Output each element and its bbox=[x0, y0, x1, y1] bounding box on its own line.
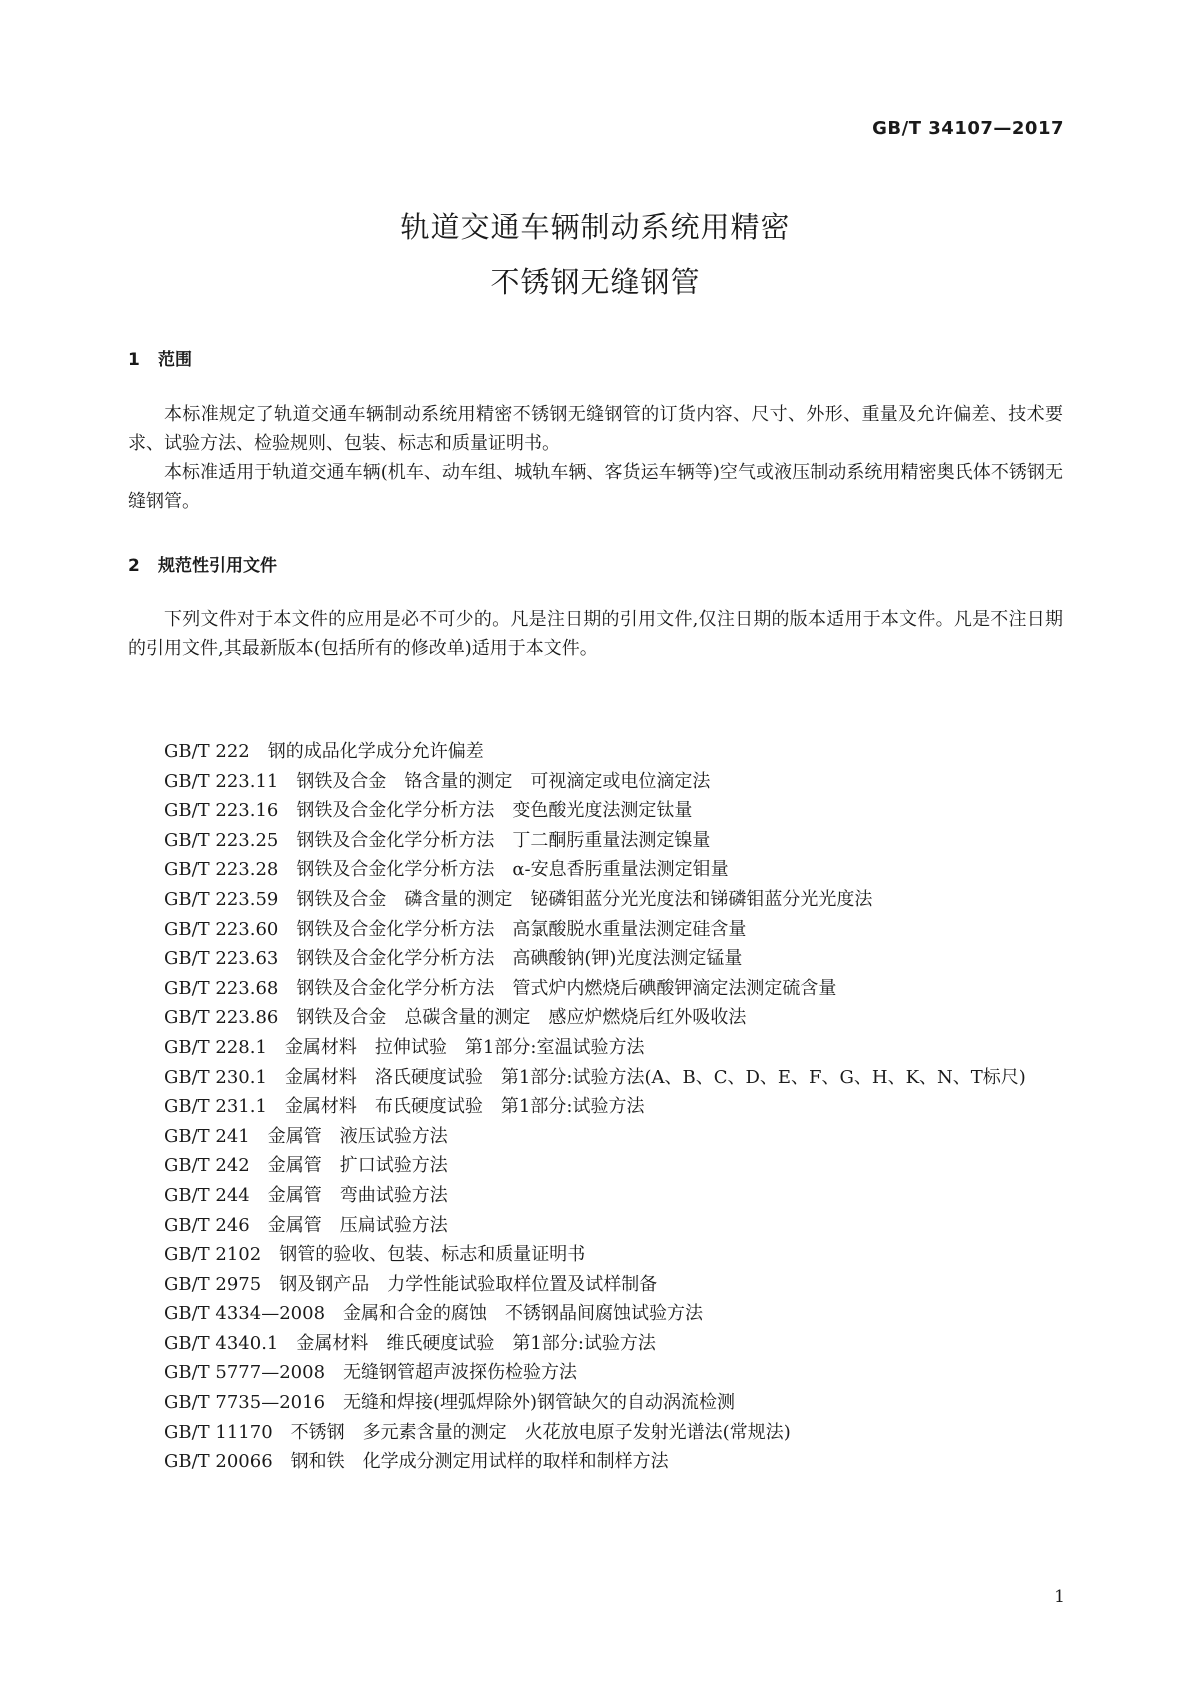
reference-item bbox=[128, 1240, 1063, 1270]
reference-code: GB/T 222 bbox=[164, 741, 250, 762]
reference-title: 金属材料 洛氏硬度试验 第1部分:试验方法(A、B、C、D、E、F、G、H、K、N、T标尺) bbox=[284, 1066, 1026, 1088]
reference-item bbox=[128, 1358, 1063, 1388]
reference-code: GB/T 4334—2008 bbox=[164, 1303, 326, 1325]
reference-title: 钢管的验收、包装、标志和质量证明书 bbox=[279, 1244, 586, 1266]
reference-item bbox=[128, 1063, 1063, 1093]
reference-code: GB/T 223.68 bbox=[164, 977, 279, 999]
reference-item bbox=[128, 855, 1063, 885]
reference-code: GB/T 223.59 bbox=[164, 888, 279, 910]
section-1-heading bbox=[128, 345, 192, 370]
reference-code: GB/T 244 bbox=[164, 1184, 250, 1206]
reference-item bbox=[128, 767, 1063, 797]
section-1-body bbox=[128, 400, 1063, 516]
reference-item bbox=[128, 1003, 1063, 1033]
references-intro-paragraph: 下列文件对于本文件的应用是必不可少的。凡是注日期的引用文件,仅注日期的版本适用于本文件。凡是不注日期的引用文件,其最新版本(包括所有的修改单)适用于本文件。 bbox=[128, 609, 1063, 659]
reference-code: GB/T 11170 bbox=[164, 1421, 273, 1443]
reference-code: GB/T 223.11 bbox=[164, 770, 279, 792]
reference-item bbox=[128, 737, 1063, 767]
reference-title: 钢铁及合金化学分析方法 丁二酮肟重量法测定镍量 bbox=[296, 829, 711, 851]
reference-item bbox=[128, 796, 1063, 826]
reference-code: GB/T 4340.1 bbox=[164, 1332, 279, 1354]
section-2-intro bbox=[128, 605, 1063, 663]
reference-title: 金属管 液压试验方法 bbox=[267, 1125, 448, 1147]
reference-code: GB/T 223.25 bbox=[164, 829, 279, 851]
reference-title: 钢铁及合金 磷含量的测定 铋磷钼蓝分光光度法和锑磷钼蓝分光光度法 bbox=[296, 888, 873, 910]
title-line-2: 不锈钢无缝钢管 bbox=[490, 265, 701, 299]
section-1-number: 1 bbox=[128, 350, 140, 370]
reference-item bbox=[128, 915, 1063, 945]
reference-item bbox=[128, 1151, 1063, 1181]
reference-title: 金属和合金的腐蚀 不锈钢晶间腐蚀试验方法 bbox=[343, 1303, 704, 1325]
reference-title: 钢铁及合金 总碳含量的测定 感应炉燃烧后红外吸收法 bbox=[296, 1007, 747, 1029]
reference-title: 无缝和焊接(埋弧焊除外)钢管缺欠的自动涡流检测 bbox=[343, 1392, 736, 1414]
reference-code: GB/T 5777—2008 bbox=[164, 1362, 326, 1384]
reference-code: GB/T 2975 bbox=[164, 1273, 262, 1295]
reference-code: GB/T 230.1 bbox=[164, 1066, 267, 1088]
reference-code: GB/T 7735—2016 bbox=[164, 1392, 326, 1414]
reference-title: 不锈钢 多元素含量的测定 火花放电原子发射光谱法(常规法) bbox=[290, 1421, 791, 1443]
reference-title: 金属管 弯曲试验方法 bbox=[267, 1184, 448, 1206]
reference-title: 金属管 扩口试验方法 bbox=[267, 1155, 448, 1177]
reference-code: GB/T 228.1 bbox=[164, 1036, 267, 1058]
reference-item bbox=[128, 1092, 1063, 1122]
reference-title: 金属材料 拉伸试验 第1部分:室温试验方法 bbox=[284, 1036, 645, 1058]
reference-code: GB/T 2102 bbox=[164, 1244, 262, 1266]
scope-paragraph-1: 本标准规定了轨道交通车辆制动系统用精密不锈钢无缝钢管的订货内容、尺寸、外形、重量及允许偏差、技术要求、试验方法、检验规则、包装、标志和质量证明书。 bbox=[128, 404, 1063, 454]
section-1-title: 范围 bbox=[158, 350, 192, 370]
reference-code: GB/T 223.60 bbox=[164, 918, 279, 940]
page-number: 1 bbox=[1054, 1587, 1065, 1607]
reference-item bbox=[128, 1181, 1063, 1211]
reference-item bbox=[128, 1418, 1063, 1448]
reference-item bbox=[128, 1329, 1063, 1359]
section-2-title: 规范性引用文件 bbox=[158, 556, 277, 576]
reference-title: 金属材料 布氏硬度试验 第1部分:试验方法 bbox=[284, 1096, 645, 1118]
reference-code: GB/T 242 bbox=[164, 1155, 250, 1177]
reference-title: 无缝钢管超声波探伤检验方法 bbox=[343, 1362, 578, 1384]
reference-item bbox=[128, 885, 1063, 915]
reference-code: GB/T 223.16 bbox=[164, 800, 279, 822]
section-2-number: 2 bbox=[128, 556, 140, 576]
reference-title: 金属管 压扁试验方法 bbox=[267, 1214, 448, 1236]
reference-title: 钢铁及合金化学分析方法 高氯酸脱水重量法测定硅含量 bbox=[296, 918, 747, 940]
reference-title: 金属材料 维氏硬度试验 第1部分:试验方法 bbox=[296, 1332, 656, 1354]
reference-code: GB/T 223.86 bbox=[164, 1007, 279, 1029]
reference-title: 钢铁及合金化学分析方法 变色酸光度法测定钛量 bbox=[296, 800, 693, 822]
reference-code: GB/T 231.1 bbox=[164, 1096, 267, 1118]
reference-item bbox=[128, 974, 1063, 1004]
reference-code: GB/T 223.28 bbox=[164, 859, 279, 881]
scope-paragraph-2: 本标准适用于轨道交通车辆(机车、动车组、城轨车辆、客货运车辆等)空气或液压制动系统用精密奥氏体不锈钢无缝钢管。 bbox=[128, 462, 1063, 512]
reference-title: 钢的成品化学成分允许偏差 bbox=[267, 741, 484, 762]
title-line-1: 轨道交通车辆制动系统用精密 bbox=[400, 210, 791, 244]
reference-item bbox=[128, 1033, 1063, 1063]
reference-title: 钢铁及合金化学分析方法 高碘酸钠(钾)光度法测定锰量 bbox=[296, 948, 743, 970]
reference-code: GB/T 20066 bbox=[164, 1451, 273, 1473]
reference-item bbox=[128, 1388, 1063, 1418]
reference-title: 钢铁及合金化学分析方法 管式炉内燃烧后碘酸钾滴定法测定硫含量 bbox=[296, 977, 837, 999]
reference-item bbox=[128, 1299, 1063, 1329]
section-2-heading bbox=[128, 551, 277, 576]
standard-code: GB/T 34107—2017 bbox=[872, 118, 1064, 139]
reference-code: GB/T 241 bbox=[164, 1125, 250, 1147]
reference-title: 钢铁及合金 铬含量的测定 可视滴定或电位滴定法 bbox=[296, 770, 711, 792]
reference-item bbox=[128, 944, 1063, 974]
reference-title: 钢和铁 化学成分测定用试样的取样和制样方法 bbox=[290, 1451, 669, 1473]
reference-item bbox=[128, 1270, 1063, 1300]
reference-code: GB/T 246 bbox=[164, 1214, 250, 1236]
reference-item bbox=[128, 1447, 1063, 1477]
reference-item bbox=[128, 1122, 1063, 1152]
normative-references-list bbox=[128, 737, 1063, 1477]
reference-item bbox=[128, 1211, 1063, 1241]
reference-title: 钢铁及合金化学分析方法 α-安息香肟重量法测定钼量 bbox=[296, 859, 729, 881]
reference-item bbox=[128, 826, 1063, 856]
reference-code: GB/T 223.63 bbox=[164, 948, 279, 970]
document-title bbox=[0, 200, 1191, 310]
reference-title: 钢及钢产品 力学性能试验取样位置及试样制备 bbox=[279, 1273, 658, 1295]
